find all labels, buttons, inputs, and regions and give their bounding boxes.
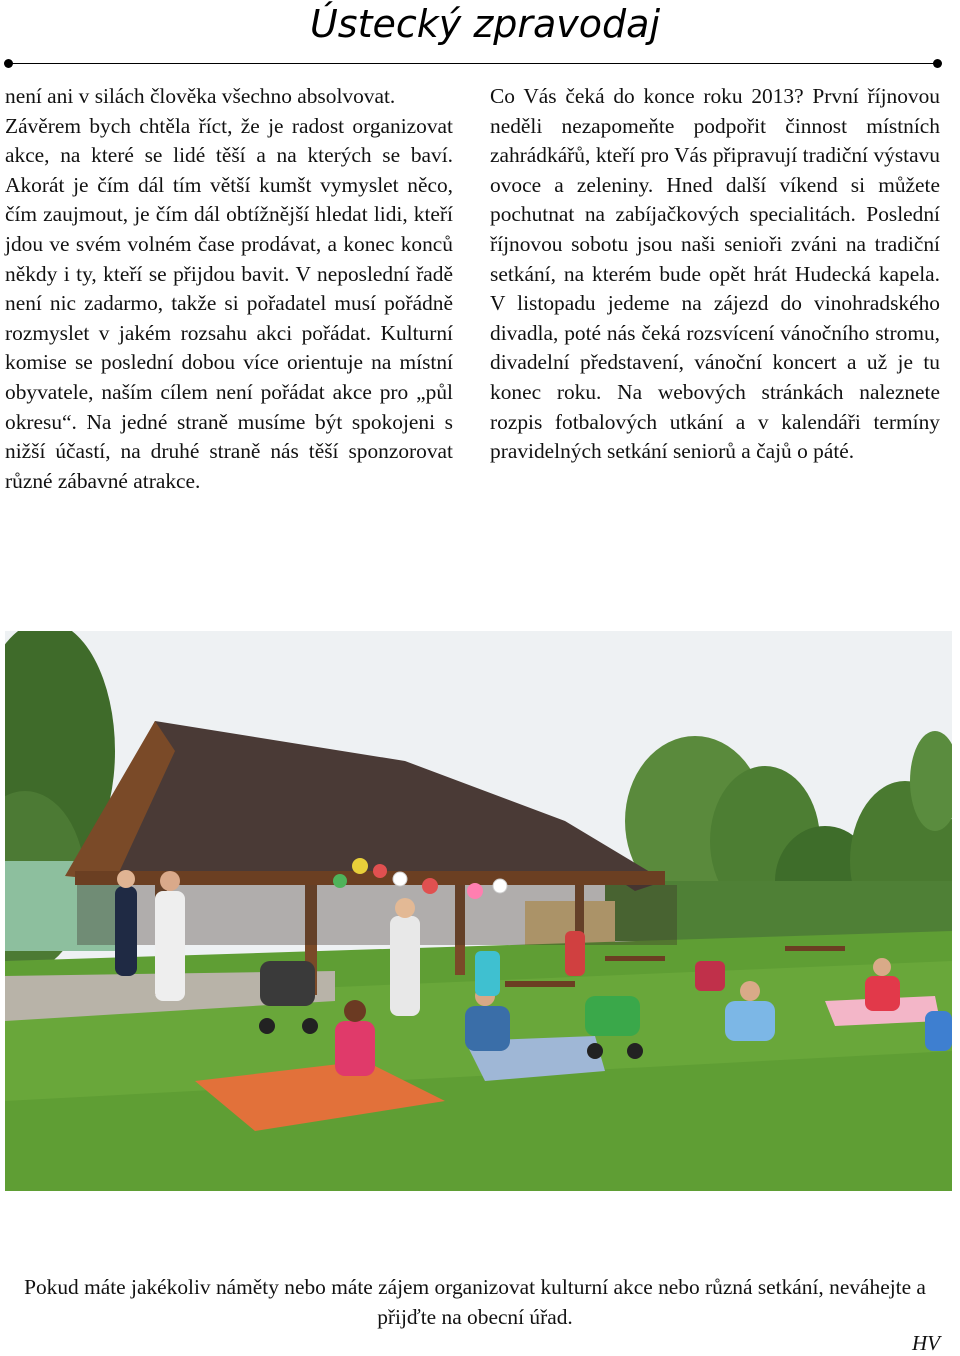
event-photo	[5, 631, 952, 1191]
left-column	[5, 82, 453, 496]
author-initials: HV	[912, 1331, 940, 1355]
picnic-scene-illustration	[5, 631, 952, 1191]
right-column	[490, 82, 940, 467]
masthead-title: Ústecký zpravodaj	[309, 2, 661, 46]
header-rule	[8, 63, 940, 64]
header-rule-dot-left	[4, 59, 13, 68]
left-paragraph-1: není ani v silách člověka všechno absolvovat.	[5, 84, 396, 108]
header-rule-dot-right	[933, 59, 942, 68]
left-paragraph-2: Závěrem bych chtěla říct, že je radost organizovat akce, na které se lidé těší a na kterých se baví. Akorát je čím dál tím větší kumšt vymyslet něco, čím zaujmout, je čím dál obtížnější hledat lidi, kteří jdou ve svém volném čase prodávat, a konec konců někdy i ty, kteří se přijdou bavit. V neposlední řadě není nic zadarmo, takže si pořadatel musí pořádně rozmyslet v jakém rozsahu akci pořádat. Kulturní komise se poslední dobou více orientuje na místní obyvatele, naším cílem není pořádat akce pro „půl okresu“. Na jedné straně musíme být spokojeni s nižší účastí, na druhé straně nás těší sponzorovat různé zábavné atrakce.	[5, 113, 453, 493]
right-paragraph-1: Co Vás čeká do konce roku 2013? První říjnovou neděli nezapomeňte podpořit činnost místních zahrádkářů, kteří pro Vás připravují tradiční výstavu ovoce a zeleniny. Hned další víkend si můžete pochutnat na zabíjačkových specialitách. Poslední říjnovou sobotu jsou naši senioři zváni na tradiční setkání, na kterém bude opět hrát Hudecká kapela. V listopadu jedeme na zájezd do vinohradského divadla, poté nás čeká rozsvícení vánočního stromu, divadelní představení, vánoční koncert a už je tu konec roku. Na webových stránkách naleznete rozpis fotbalových utkání a v kalendáři termíny pravidelných setkání seniorů a čajů o páté.	[490, 84, 940, 464]
footer-note: Pokud máte jakékoliv náměty nebo máte zájem organizovat kulturní akce nebo různá setkání, neváhejte a přijďte na obecní úřad.	[24, 1275, 926, 1329]
